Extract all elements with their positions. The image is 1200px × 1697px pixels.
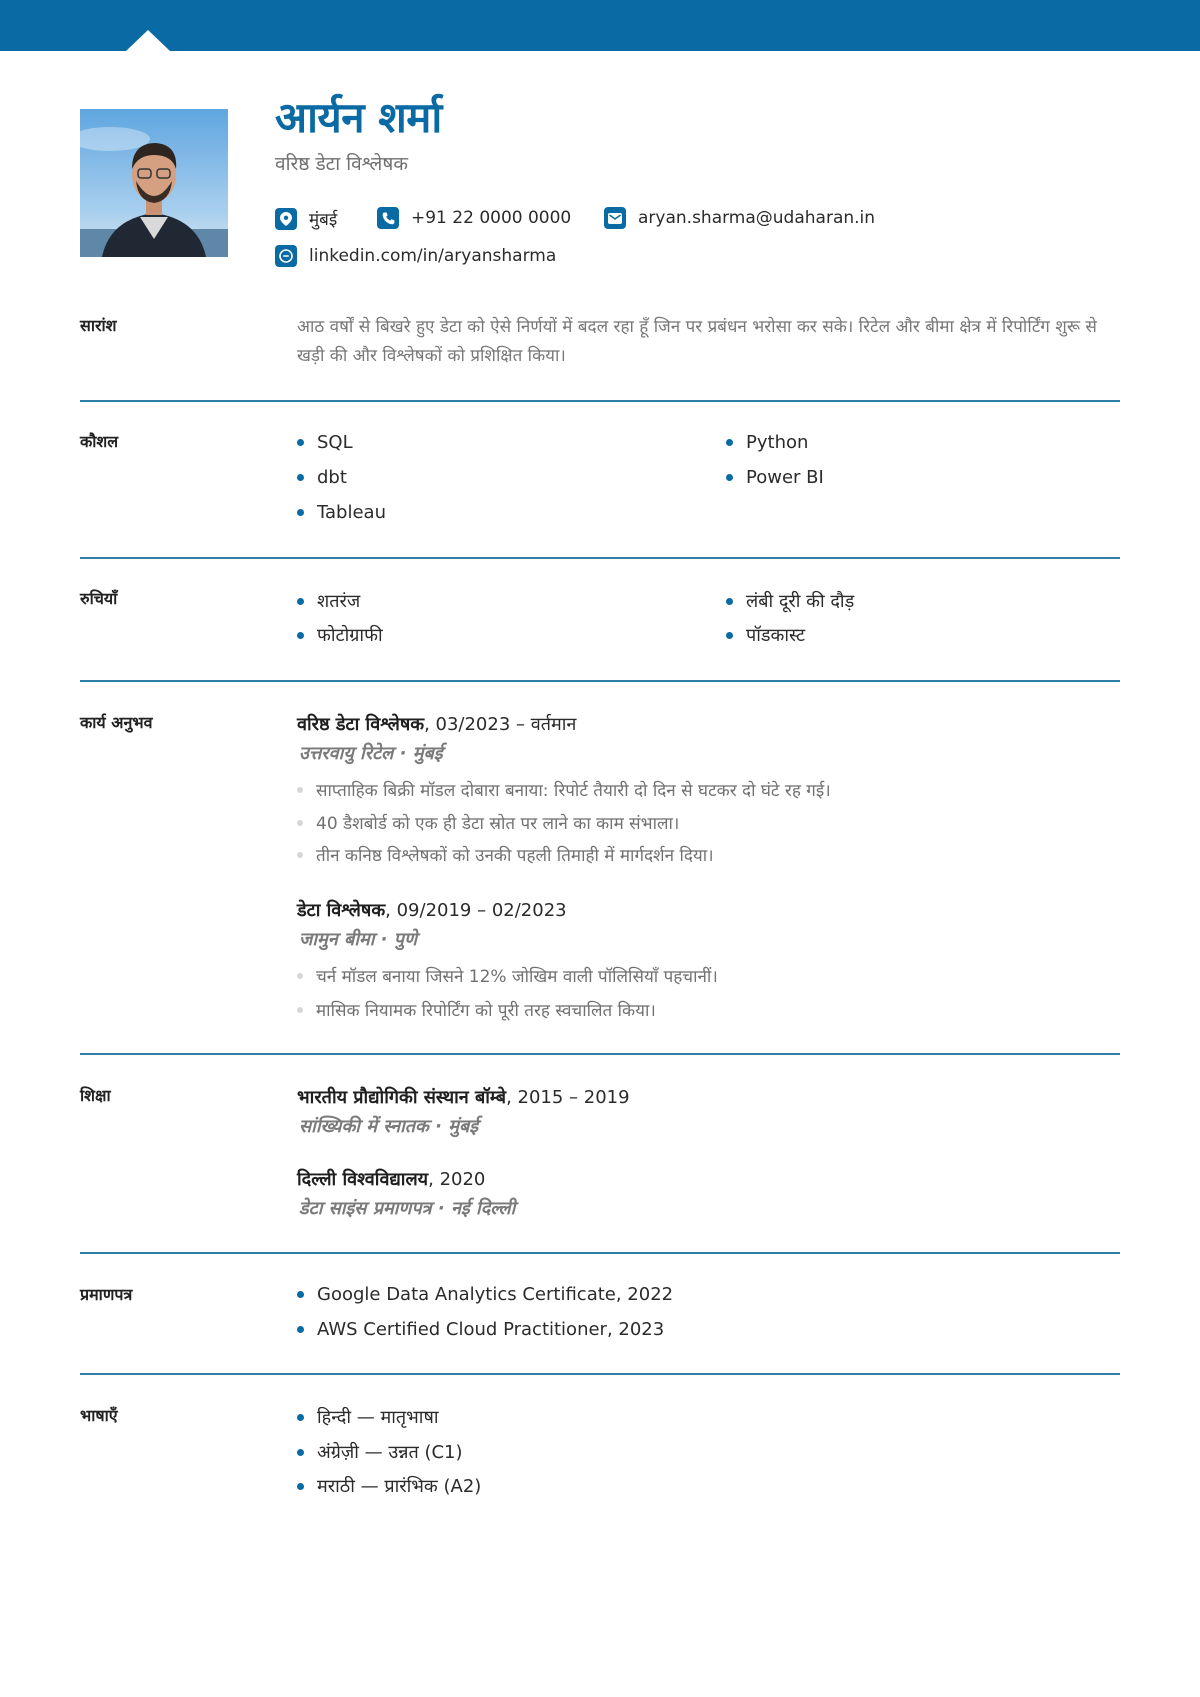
job-title: डेटा विश्लेषक, 09/2019 – 02/2023: [297, 900, 567, 921]
contact-linkedin-text[interactable]: linkedin.com/in/aryansharma: [309, 246, 557, 266]
mail-icon: [604, 207, 626, 229]
section-label-skills: कौशल: [80, 432, 119, 451]
job-bullet: चर्न मॉडल बनाया जिसने 12% जोखिम वाली पॉलिसियाँ पहचानीं।: [297, 964, 718, 987]
job-bullet: तीन कनिष्ठ विश्लेषकों को उनकी पहली तिमाही में मार्गदर्शन दिया।: [297, 843, 714, 866]
profile-photo: [80, 109, 228, 257]
contact-location-text: मुंबई: [309, 210, 338, 230]
language-item: हिन्दी — मातृभाषा: [297, 1405, 439, 1429]
section-label-experience: कार्य अनुभव: [80, 713, 153, 732]
contact-phone: [377, 207, 571, 229]
linkedin-icon: [275, 245, 297, 267]
contact-email: [604, 207, 875, 229]
job-bullet: साप्ताहिक बिक्री मॉडल दोबारा बनाया: रिपोर्ट तैयारी दो दिन से घटकर दो घंटे रह गई।: [297, 778, 831, 801]
section-divider: [80, 680, 1120, 682]
section-divider: [80, 1252, 1120, 1254]
job-title: वरिष्ठ डेटा विश्लेषक, 03/2023 – वर्तमान: [297, 714, 577, 735]
interest-item: शतरंज: [297, 589, 360, 613]
education-detail: डेटा साइंस प्रमाणपत्र · नई दिल्ली: [299, 1198, 516, 1219]
interest-item: लंबी दूरी की दौड़: [726, 589, 854, 613]
header-notch: [126, 30, 170, 51]
job-bullet: 40 डैशबोर्ड को एक ही डेटा स्रोत पर लाने का काम संभाला।: [297, 811, 679, 834]
skill-item: Tableau: [297, 502, 386, 523]
section-label-languages: भाषाएँ: [80, 1406, 118, 1425]
contact-email-text[interactable]: aryan.sharma@udaharan.in: [638, 208, 876, 228]
job-organization: जामुन बीमा · पुणे: [299, 929, 418, 950]
section-label-education: शिक्षा: [80, 1086, 111, 1105]
phone-icon: [377, 207, 399, 229]
summary-text: आठ वर्षों से बिखरे हुए डेटा को ऐसे निर्णयों में बदल रहा हूँ जिन पर प्रबंधन भरोसा कर सके। रिटेल और बीमा क्षेत्र में रिपोर्टिंग शुरू से खड़ी की और विश्लेषकों को प्रशिक्षित किया।: [297, 317, 1097, 366]
contact-phone-text[interactable]: +91 22 0000 0000: [411, 208, 572, 228]
header-bar: [0, 0, 1200, 51]
contact-linkedin: [275, 245, 556, 267]
location-pin-icon: [275, 208, 297, 230]
education-school: दिल्ली विश्वविद्यालय, 2020: [297, 1169, 486, 1190]
profile-title: वरिष्ठ डेटा विश्लेषक: [275, 153, 408, 175]
profile-name: आर्यन शर्मा: [275, 93, 442, 142]
job-bullet: मासिक नियामक रिपोर्टिंग को पूरी तरह स्वचालित किया।: [297, 998, 656, 1021]
section-divider: [80, 1373, 1120, 1375]
education-detail: सांख्यिकी में स्नातक · मुंबई: [299, 1116, 479, 1137]
section-label-summary: सारांश: [80, 316, 117, 335]
contact-location: [275, 207, 337, 230]
skill-item: Power BI: [726, 467, 824, 488]
skill-item: dbt: [297, 467, 347, 488]
language-item: अंग्रेज़ी — उन्नत (C1): [297, 1440, 463, 1464]
section-divider: [80, 400, 1120, 402]
language-item: मराठी — प्रारंभिक (A2): [297, 1474, 481, 1498]
certificate-item: Google Data Analytics Certificate, 2022: [297, 1284, 673, 1305]
interest-item: फोटोग्राफी: [297, 623, 383, 647]
skill-item: SQL: [297, 432, 353, 453]
section-divider: [80, 1053, 1120, 1055]
education-school: भारतीय प्रौद्योगिकी संस्थान बॉम्बे, 2015 – 2019: [297, 1087, 630, 1108]
job-organization: उत्तरवायु रिटेल · मुंबई: [299, 743, 443, 764]
section-divider: [80, 557, 1120, 559]
section-label-certificates: प्रमाणपत्र: [80, 1285, 133, 1304]
section-label-interests: रुचियाँ: [80, 589, 118, 608]
skill-item: Python: [726, 432, 808, 453]
interest-item: पॉडकास्ट: [726, 623, 805, 647]
certificate-item: AWS Certified Cloud Practitioner, 2023: [297, 1319, 664, 1340]
